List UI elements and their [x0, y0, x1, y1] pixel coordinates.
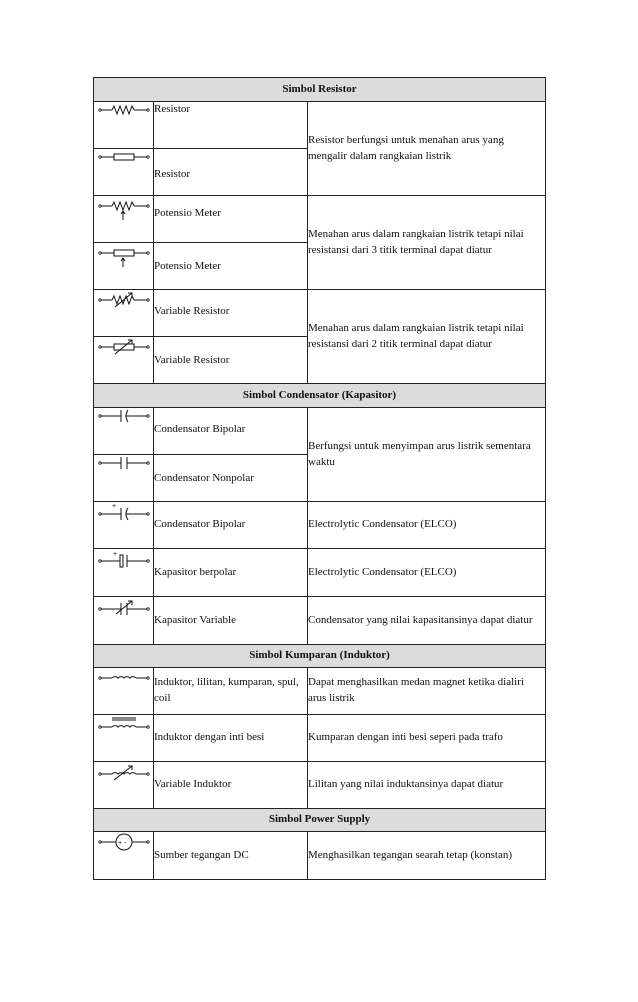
dc-polarity-marks: + - [117, 840, 126, 847]
section-header-kumparan [94, 645, 546, 668]
iron-core-inductor-symbol-icon [94, 715, 154, 762]
polarized-capacitor-symbol-icon [94, 549, 154, 597]
component-name: Kapasitor Variable [154, 597, 308, 645]
variable-inductor-symbol-icon [94, 762, 154, 809]
dc-source-symbol-icon [94, 832, 154, 880]
table-row [94, 102, 546, 149]
table-row [94, 762, 546, 809]
component-description: Electrolytic Condensator (ELCO) [308, 549, 546, 597]
table-row [94, 408, 546, 455]
component-description: Dapat menghasilkan medan magnet ketika dialiri arus listrik [308, 668, 546, 715]
resistor-box-symbol-icon [94, 149, 154, 196]
capacitor-bipolar-symbol-icon [94, 408, 154, 455]
component-name: Induktor, lilitan, kumparan, spul, coil [154, 668, 308, 715]
component-name: Induktor dengan inti besi [154, 715, 308, 762]
section-title: Simbol Kumparan (Induktor) [94, 645, 546, 668]
component-description: Resistor berfungsi untuk menahan arus yang mengalir dalam rangkaian listrik [308, 102, 546, 196]
table-row [94, 196, 546, 243]
plus-sign: + [112, 551, 117, 558]
component-name: Condensator Bipolar [154, 408, 308, 455]
table-row [94, 549, 546, 597]
component-description: Berfungsi untuk menyimpan arus listrik sementara waktu [308, 408, 546, 502]
section-header-resistor [94, 78, 546, 102]
component-name: Variable Induktor [154, 762, 308, 809]
table-row [94, 832, 546, 880]
component-name: Kapasitor berpolar [154, 549, 308, 597]
section-header-power [94, 809, 546, 832]
table-row [94, 668, 546, 715]
component-name: Potensio Meter [154, 243, 308, 290]
component-name: Condensator Nonpolar [154, 455, 308, 502]
table-row [94, 715, 546, 762]
component-name: Sumber tegangan DC [154, 832, 308, 880]
component-description: Electrolytic Condensator (ELCO) [308, 502, 546, 549]
component-description: Menahan arus dalam rangkaian listrik tetapi nilai resistansi dari 3 titik terminal dapat diatur [308, 196, 546, 290]
symbol-table [93, 77, 546, 880]
component-description: Lilitan yang nilai induktansinya dapat diatur [308, 762, 546, 809]
variable-capacitor-symbol-icon [94, 597, 154, 645]
component-name: Potensio Meter [154, 196, 308, 243]
section-header-condensator [94, 384, 546, 408]
component-description: Menghasilkan tegangan searah tetap (konstan) [308, 832, 546, 880]
electrolytic-capacitor-symbol-icon [94, 502, 154, 549]
section-title: Simbol Resistor [94, 78, 546, 102]
resistor-symbol-icon [94, 102, 154, 149]
inductor-symbol-icon [94, 668, 154, 715]
variable-resistor-symbol-icon [94, 290, 154, 337]
plus-sign: + [111, 503, 116, 510]
capacitor-nonpolar-symbol-icon [94, 455, 154, 502]
potentiometer-box-symbol-icon [94, 243, 154, 290]
component-name: Resistor [154, 102, 308, 149]
component-description: Menahan arus dalam rangkaian listrik tetapi nilai resistansi dari 2 titik terminal dapat diatur [308, 290, 546, 384]
component-name: Condensator Bipolar [154, 502, 308, 549]
table-row [94, 502, 546, 549]
component-description: Kumparan dengan inti besi seperi pada trafo [308, 715, 546, 762]
variable-resistor-box-symbol-icon [94, 337, 154, 384]
table-row [94, 597, 546, 645]
potentiometer-symbol-icon [94, 196, 154, 243]
component-name: Resistor [154, 149, 308, 196]
component-name: Variable Resistor [154, 337, 308, 384]
component-name: Variable Resistor [154, 290, 308, 337]
section-title: Simbol Condensator (Kapasitor) [94, 384, 546, 408]
section-title: Simbol Power Supply [94, 809, 546, 832]
table-row [94, 290, 546, 337]
component-description: Condensator yang nilai kapasitansinya dapat diatur [308, 597, 546, 645]
